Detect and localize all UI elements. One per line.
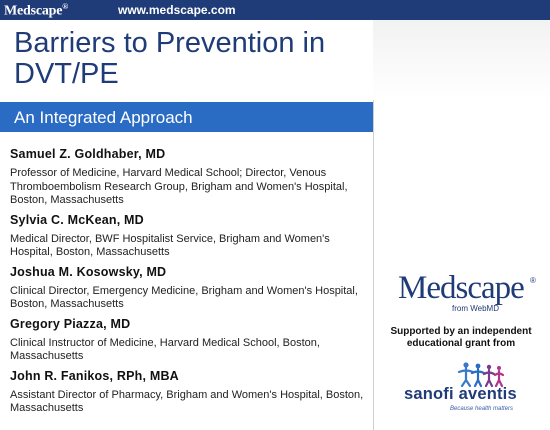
speaker-affiliation: Medical Director, BWF Hospitalist Service, Brigham and Women's Hospital, Boston, Massachusetts	[10, 232, 330, 258]
speaker-affiliation: Assistant Director of Pharmacy, Brigham and Women's Hospital, Boston, Massachusetts	[10, 388, 364, 414]
speaker-affiliation: Clinical Director, Emergency Medicine, Brigham and Women's Hospital, Boston, Massachusetts	[10, 284, 358, 310]
subtitle-bar	[0, 102, 373, 132]
medscape-logo-word: Medscape	[398, 270, 524, 306]
speaker-entry	[10, 316, 370, 364]
sponsor-panel-header-shade	[373, 20, 550, 100]
speaker-affiliation: Clinical Instructor of Medicine, Harvard Medical School, Boston, Massachusetts	[10, 336, 320, 362]
sanofi-tagline: Because health matters	[450, 406, 514, 412]
slide-subtitle: An Integrated Approach	[14, 108, 193, 127]
sanofi-aventis-logo	[404, 360, 544, 422]
speaker-entry	[10, 212, 370, 260]
site-url[interactable]: www.medscape.com	[118, 3, 236, 17]
top-banner	[0, 0, 550, 20]
slide-title: Barriers to Prevention in DVT/PE	[14, 27, 326, 90]
sanofi-figures-icon	[404, 360, 544, 388]
speaker-affiliation: Professor of Medicine, Harvard Medical School; Director, Venous Thromboembolism Research Group, Brigham and Women's Hospital, Boston, Massachusetts	[10, 167, 348, 206]
speaker-entry	[10, 146, 370, 208]
medscape-logo	[398, 270, 538, 320]
speaker-entry	[10, 368, 370, 416]
speaker-entry	[10, 264, 370, 312]
medscape-brand[interactable]: Medscape®	[4, 2, 69, 19]
speaker-list	[10, 146, 370, 420]
grant-support-text: Supported by an independent educational grant from	[390, 326, 532, 349]
speaker-name: John R. Fanikos, RPh, MBA	[10, 368, 179, 383]
sanofi-aventis-wordmark: sanofi aventis	[404, 385, 517, 403]
speaker-name: Sylvia C. McKean, MD	[10, 212, 144, 227]
speaker-name: Samuel Z. Goldhaber, MD	[10, 147, 166, 161]
medscape-logo-from: from WebMD	[452, 304, 499, 313]
speaker-name: Gregory Piazza, MD	[10, 316, 131, 331]
registered-mark: ®	[530, 276, 536, 285]
speaker-name: Joshua M. Kosowsky, MD	[10, 264, 167, 279]
